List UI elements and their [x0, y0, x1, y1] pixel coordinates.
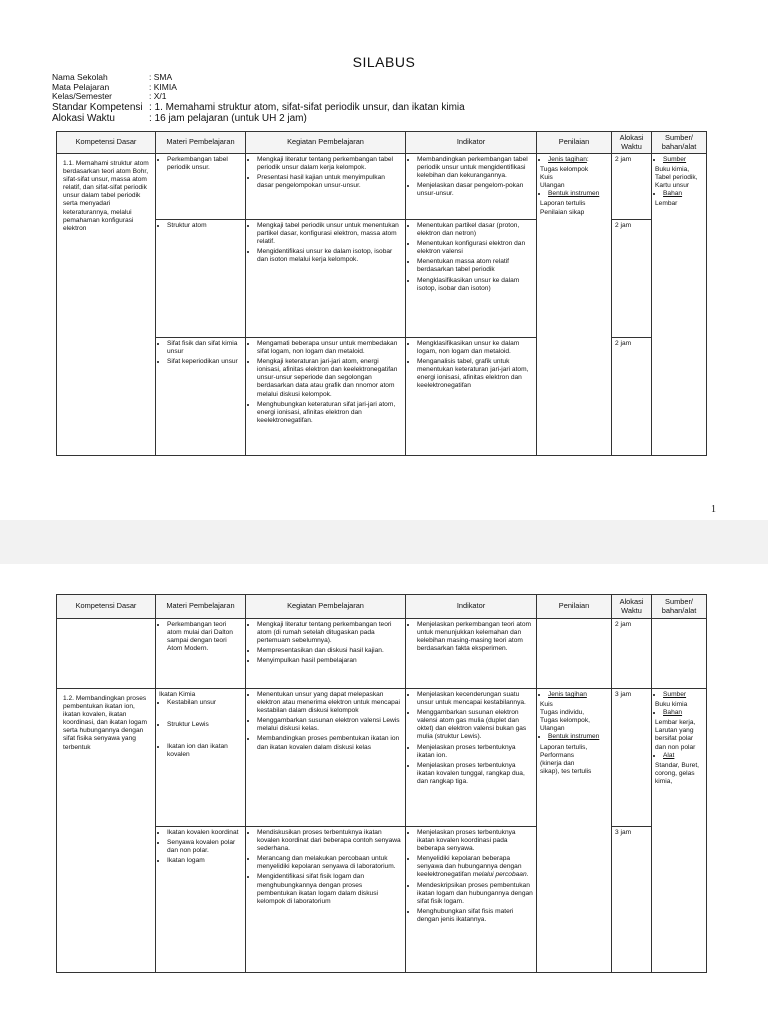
- syllabus-table-page-1: [56, 131, 707, 456]
- bahan-items: Lembar: [655, 200, 678, 208]
- penilaian-item: Laporan tertulis,: [540, 743, 588, 751]
- list-item: • Perkembangan tabel periodik unsur.: [167, 156, 242, 172]
- sumber-items: Buku kimia, Tabel periodik, Kartu unsur: [655, 166, 698, 190]
- header-cell: Materi Pembelajaran: [156, 595, 246, 619]
- list-item: • Menggambarkan susunan elektron valensi atom gas mulia (duplet dan oktet) dan elektron valensi bukan gas mulia (struktur Lewis).: [417, 709, 533, 741]
- list-item: • Menganalisis tabel, grafik untuk menentukan keteraturan jari-jari atom, energi ionisasi, afinitas elektron dan keelektronegatifan: [417, 358, 533, 390]
- materi-cell: [156, 689, 246, 827]
- list-item: • Mempresentasikan dan diskusi hasil kajian.: [257, 647, 402, 655]
- list-item: • Membandingkan proses pembentukan ikatan ion dan ikatan kovalen dalam diskusi kelas: [257, 735, 402, 751]
- sumber-label: Sumber: [663, 156, 687, 163]
- list-item: • Kestabilan unsur: [167, 699, 242, 707]
- header-cell: Kompetensi Dasar: [57, 132, 156, 154]
- header-cell: Alokasi Waktu: [612, 595, 652, 619]
- meta-label: Nama Sekolah: [52, 72, 108, 82]
- penilaian-item: Ulangan: [540, 182, 565, 190]
- list-item: • Menjelaskan proses terbentuknya ikatan kovalen tunggal, rangkap dua, dan rangkap tiga.: [417, 762, 533, 786]
- page-2: [0, 570, 768, 1024]
- indikator-cell: [406, 338, 537, 456]
- list-item: • Menghubungkan keteraturan sifat jari-jari atom, energi ionisasi, afinitas elektron dan keelektronegatifan.: [257, 401, 402, 425]
- sumber-items: Buku kimia: [655, 701, 688, 709]
- header-cell: Penilaian: [537, 132, 612, 154]
- list-item: • Menjelaskan proses terbentuknya ikatan kovalen koordinasi pada beberapa senyawa.: [417, 829, 533, 853]
- list-item: • Menyimpulkan hasil pembelajaran: [257, 657, 402, 665]
- list-item: • Struktur Lewis: [167, 721, 242, 729]
- alokasi-waktu-cell: 2 jam: [612, 338, 652, 456]
- materi-cell: [156, 619, 246, 689]
- header-cell: Sumber/ bahan/alat: [652, 595, 707, 619]
- list-item: • Mengklasifikasikan unsur ke dalam logam, non logam dan metaloid.: [417, 340, 533, 356]
- alat-items: Standar, Buret, corong, gelas kimia,: [655, 761, 699, 785]
- materi-cell: [156, 220, 246, 338]
- penilaian-item: Penilaian sikap: [540, 208, 585, 216]
- sumber-cell: [652, 689, 707, 973]
- meta-value: : 16 jam pelajaran (untuk UH 2 jam): [149, 112, 307, 124]
- meta-label: Alokasi Waktu: [52, 112, 115, 124]
- list-item: • Ikatan ion dan ikatan kovalen: [167, 743, 242, 759]
- bahan-label: Bahan: [663, 190, 683, 198]
- alokasi-waktu-cell: 3 jam: [612, 827, 652, 973]
- header-cell: Indikator: [406, 132, 537, 154]
- alokasi-waktu-cell: 2 jam: [612, 220, 652, 338]
- meta-value: : SMA: [149, 72, 173, 82]
- list-item: • Menjelaskan proses terbentuknya ikatan ion.: [417, 744, 533, 760]
- page-number: 1: [711, 504, 716, 515]
- list-item: • Sifat fisik dan sifat kimia unsur: [167, 340, 242, 356]
- indikator-cell: [406, 689, 537, 827]
- header-cell: Indikator: [406, 595, 537, 619]
- table-row: [57, 154, 707, 220]
- sumber-label: Sumber: [663, 691, 687, 698]
- bentuk-instrumen-label: Bentuk instrumen: [548, 733, 600, 741]
- penilaian-item: Laporan tertulis: [540, 200, 586, 208]
- list-item: • Mengkaji literatur tentang perkembangan tabel periodik unsur dalam kerja kelompok.: [257, 156, 402, 172]
- header-cell: Materi Pembelajaran: [156, 132, 246, 154]
- list-item: • Mengidentifikasi unsur ke dalam isotop, isobar dan isoton melalui kerja kelompok.: [257, 248, 402, 264]
- list-item: • Mengklasifikasikan unsur ke dalam isotop, isobar dan isoton): [417, 277, 533, 293]
- penilaian-item: Tugas kelompok: [540, 166, 589, 174]
- header-cell: Kompetensi Dasar: [57, 595, 156, 619]
- kompetensi-dasar-cell: 1.2. Membandingkan proses pembentukan ikatan ion, ikatan kovalen, ikatan koordinasi, dan ikatan logam serta hubungannya dengan sifat fisika senyawa yang terbentuk: [57, 689, 156, 973]
- list-item: • Mendiskusikan proses terbentuknya ikatan kovalen koordinat dari beberapa contoh senyawa sederhana.: [257, 829, 402, 853]
- list-item: • Menghubungkan sifat fisis materi dengan jenis ikatannya.: [417, 908, 533, 924]
- jenis-tagihan-label: Jenis tagihan: [548, 691, 587, 698]
- sumber-cell: [652, 154, 707, 456]
- indikator-cell: [406, 154, 537, 220]
- list-item: • Mengamati beberapa unsur untuk membedakan sifat logam, non logam dan metaloid.: [257, 340, 402, 356]
- list-item: • Menggambarkan susunan elektron valensi Lewis melalui diskusi kelas.: [257, 717, 402, 733]
- table-header-row: [57, 595, 707, 619]
- table-header-row: [57, 132, 707, 154]
- materi-cell: [156, 827, 246, 973]
- indikator-cell: [406, 827, 537, 973]
- materi-cell: [156, 338, 246, 456]
- penilaian-item: Ulangan: [540, 725, 565, 733]
- meta-value: : X/1: [149, 91, 167, 101]
- meta-value: : 1. Memahami struktur atom, sifat-sifat periodik unsur, dan ikatan kimia: [149, 101, 465, 113]
- materi-heading: Ikatan Kimia: [159, 691, 196, 698]
- list-item: • Mengkaji tabel periodik unsur untuk menentukan partikel dasar, konfigurasi elektron, massa atom relatif.: [257, 222, 402, 246]
- list-item: • Menjelaskan perkembangan teori atom untuk menunjukkan kelemahan dan kelebihan masing-masing teori atom berdasarkan fakta eksperimen.: [417, 621, 533, 653]
- jenis-tagihan-label: Jenis tagihan: [548, 156, 587, 163]
- kompetensi-dasar-cell: [57, 619, 156, 689]
- penilaian-cell: • Jenis tagihan: Tugas kelompok Kuis Ulangan • Bentuk instrumen Laporan tertulis Penilaian sikap: [537, 154, 612, 456]
- bahan-items: Lembar kerja, Larutan yang bersifat polar dan non polar: [655, 719, 696, 751]
- list-item: • Menentukan unsur yang dapat melepaskan elektron atau menerima elektron untuk mencapai kestabilan dalam diskusi kelompok: [257, 691, 402, 715]
- list-item: • Menentukan massa atom relatif berdasarkan tabel periodik: [417, 258, 533, 274]
- page-gap: [0, 520, 768, 564]
- bahan-label: Bahan: [663, 709, 683, 717]
- kegiatan-cell: [246, 220, 406, 338]
- list-item: • Sifat keperiodikan unsur: [167, 358, 242, 366]
- bentuk-instrumen-label: Bentuk instrumen: [548, 190, 600, 198]
- list-item: • Perkembangan teori atom mulai dari Dalton sampai dengan teori Atom Modern.: [167, 621, 242, 653]
- penilaian-cell: [537, 689, 612, 973]
- materi-cell: [156, 154, 246, 220]
- list-item: • Presentasi hasil kajian untuk menyimpulkan dasar pengelompokan unsur-unsur.: [257, 174, 402, 190]
- list-item: • Mengkaji keteraturan jari-jari atom, energi ionisasi, afinitas elektron dan keelektronegatifan unsur-unsur seperiode dan segolongan berdasarkan data atau grafik dan nnomor atom melalui diskusi kelompok.: [257, 358, 402, 398]
- header-cell: Alokasi Waktu: [612, 132, 652, 154]
- penilaian-item: Tugas individu,: [540, 709, 585, 717]
- list-item: • Mengidentifikasi sifat fisik logam dan menghubungkannya dengan proses pembentukan ikatan logam dalam diskusi kelompok di laboratorium: [257, 873, 402, 905]
- list-item: • Menjelaskan dasar pengelom-pokan unsur-unsur.: [417, 182, 533, 198]
- indikator-cell: [406, 220, 537, 338]
- penilaian-cell: [537, 619, 612, 689]
- syllabus-table-page-2: [56, 594, 707, 973]
- table-row: [57, 689, 707, 827]
- list-item: • Menentukan konfigurasi elektron dan elektron valensi: [417, 240, 533, 256]
- meta-label: Kelas/Semester: [52, 91, 112, 101]
- metadata-block: [52, 73, 465, 124]
- header-cell: Penilaian: [537, 595, 612, 619]
- list-item: [417, 855, 533, 879]
- alokasi-waktu-cell: 2 jam: [612, 154, 652, 220]
- header-cell: Kegiatan Pembelajaran: [246, 595, 406, 619]
- kompetensi-dasar-cell: 1.1. Memahami struktur atom berdasarkan teori atom Bohr, sifat-sifat unsur, massa atom relatif, dan sifat-sifat periodik unsur dalam tabel periodik serta menyadari keteraturannya, melalui pemahaman konfigurasi elektron: [57, 154, 156, 456]
- meta-label: Standar Kompetensi: [52, 101, 143, 113]
- list-item: • Membandingkan perkembangan tabel periodik unsur untuk mengidentifikasi kelebihan dan kekurangannya.: [417, 156, 533, 180]
- list-item: • Ikatan logam: [167, 857, 242, 865]
- kegiatan-cell: [246, 338, 406, 456]
- penilaian-item: Tugas kelompok,: [540, 717, 590, 725]
- document-title: SILABUS: [352, 54, 416, 70]
- indikator-cell: [406, 619, 537, 689]
- list-item: • Merancang dan melakukan percobaan untuk menyelidiki kepolaran senyawa di laboratorium.: [257, 855, 402, 871]
- list-item: • Senyawa kovalen polar dan non polar.: [167, 839, 242, 855]
- penilaian-item: Performans: [540, 751, 575, 759]
- sumber-cell: [652, 619, 707, 689]
- kegiatan-cell: [246, 154, 406, 220]
- header-cell: Kegiatan Pembelajaran: [246, 132, 406, 154]
- list-item: • Struktur atom: [167, 222, 242, 230]
- alat-label: Alat: [663, 751, 675, 759]
- list-item-text: Menyelidiki kepolaran beberapa senyawa dan hubungannya dengan keelektronegatifan: [417, 855, 522, 879]
- kegiatan-cell: [246, 619, 406, 689]
- header-cell: Sumber/ bahan/alat: [652, 132, 707, 154]
- kegiatan-cell: [246, 689, 406, 827]
- list-item: • Menjelaskan kecenderungan suatu unsur untuk mencapai kestabilannya.: [417, 691, 533, 707]
- alokasi-waktu-cell: 3 jam: [612, 689, 652, 827]
- penilaian-item: Kuis: [540, 701, 553, 709]
- penilaian-item: sikap), tes tertulis: [540, 767, 592, 775]
- kegiatan-cell: [246, 827, 406, 973]
- table-row: [57, 619, 707, 689]
- list-item: • Mendeskripsikan proses pembentukan ikatan logam dan hubungannya dengan sifat fisik logam.: [417, 882, 533, 906]
- list-item: • Menentukan partikel dasar (proton, elektron dan netron): [417, 222, 533, 238]
- list-item: • Ikatan kovalen koordinat: [167, 829, 242, 837]
- list-item: • Mengkaji literatur tentang perkembangan teori atom (di rumah setelah ditugaskan pada pertemuam sebelumnya).: [257, 621, 402, 645]
- meta-value: : KIMIA: [149, 81, 177, 92]
- alokasi-waktu-cell: 2 jam: [612, 619, 652, 689]
- list-item-italic: melalui percobaan.: [472, 871, 529, 879]
- meta-label: Mata Pelajaran: [52, 81, 110, 92]
- penilaian-item: Kuis: [540, 174, 553, 182]
- penilaian-item: (kinerja dan: [540, 759, 575, 767]
